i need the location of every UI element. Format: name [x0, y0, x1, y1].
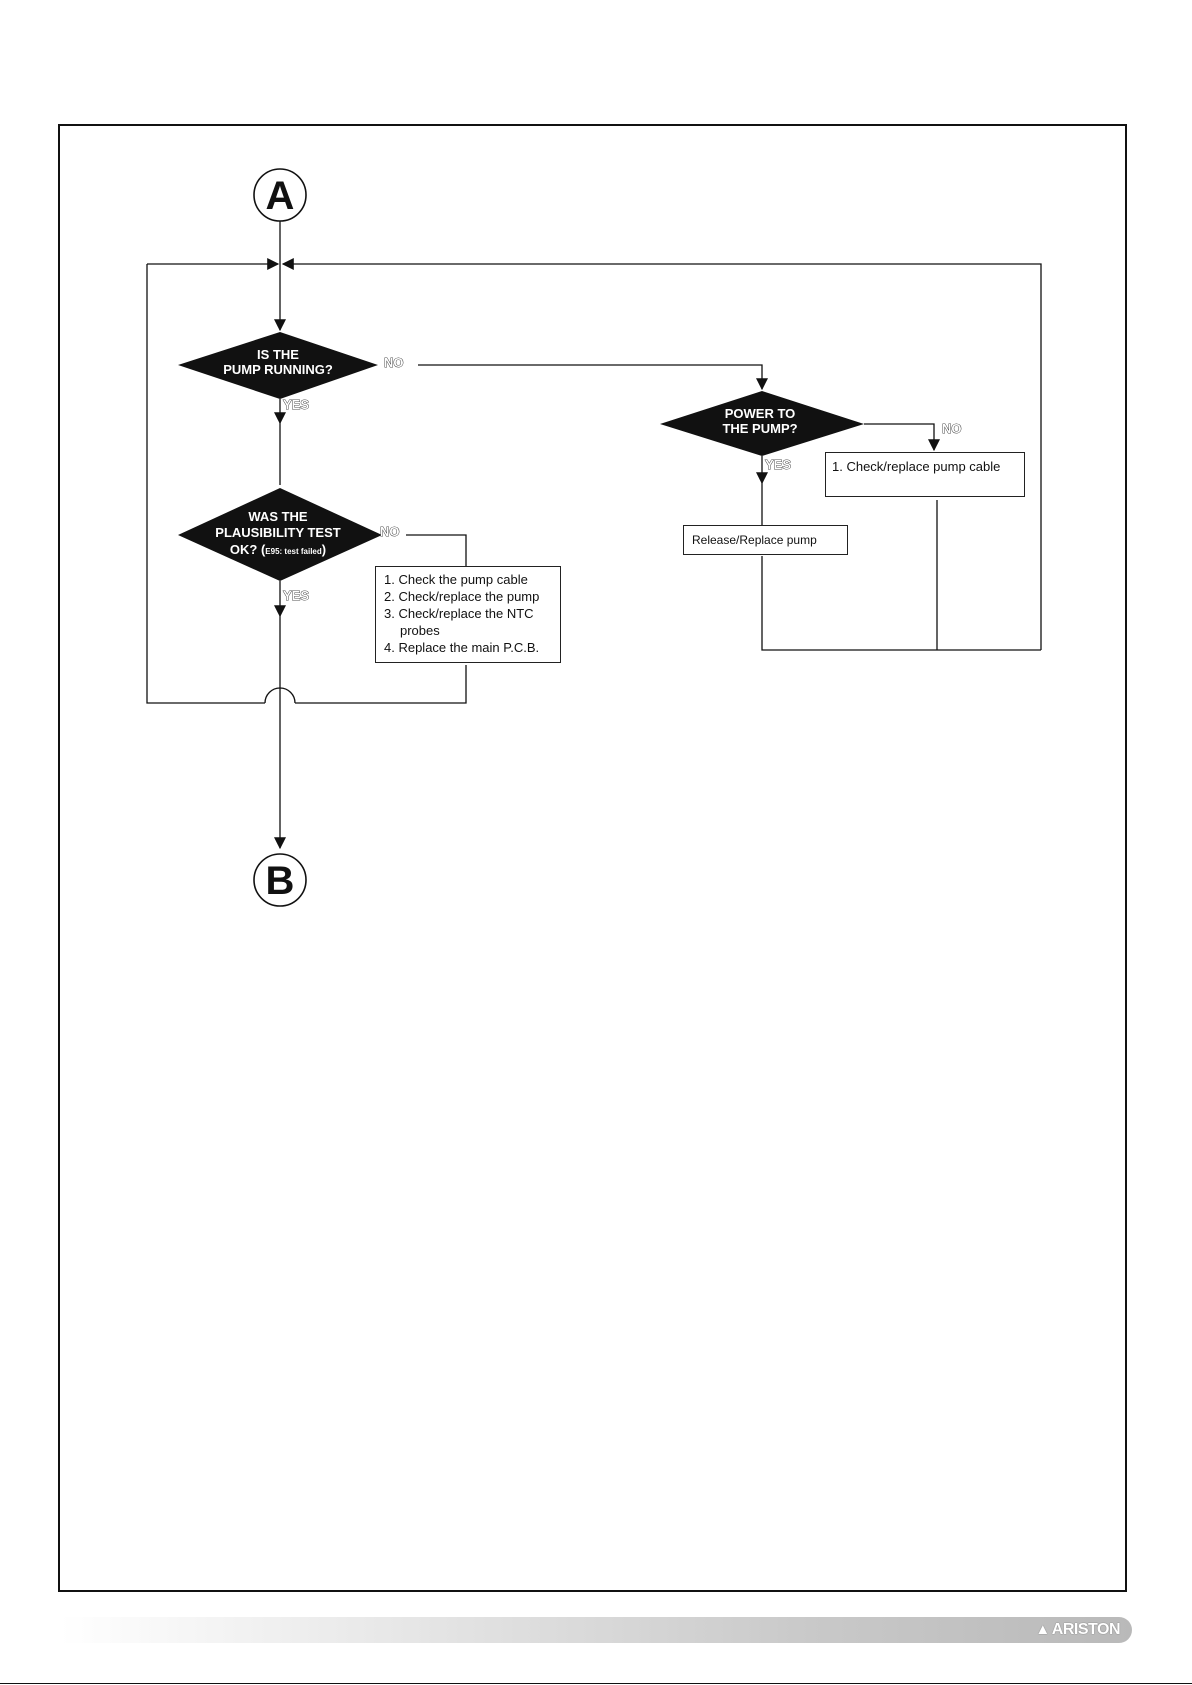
svg-text:OK? (E95: test failed): OK? (E95: test failed) [229, 542, 327, 557]
svg-text:IS THE: IS THE [257, 347, 299, 362]
svg-text:A: A [265, 174, 295, 218]
bottom-rule [0, 1683, 1192, 1684]
footer-bar [60, 1617, 1132, 1643]
action-box-release-pump [683, 525, 848, 555]
brand-logo [1035, 1621, 1120, 1639]
branch-label-no: NO [380, 524, 400, 539]
action-step: 1. Check the pump cable [384, 572, 528, 587]
svg-text:THE PUMP?: THE PUMP? [722, 421, 798, 436]
branch-label-no: NO [384, 355, 404, 370]
branch-label-yes: YES [283, 588, 310, 603]
decision-power-to-pump [660, 391, 864, 456]
branch-label-yes: YES [765, 457, 792, 472]
svg-text:POWER TO: POWER TO [724, 406, 796, 421]
decision-plausibility-test [178, 488, 382, 581]
svg-text:PLAUSIBILITY TEST: PLAUSIBILITY TEST [215, 525, 341, 540]
action-step: 3. Check/replace the NTC probes [384, 606, 534, 638]
ariston-flame-logo-icon: ▲ [1035, 1621, 1050, 1638]
connector-b [254, 854, 306, 906]
connector-a [254, 169, 306, 221]
svg-text:WAS THE: WAS THE [248, 509, 308, 524]
branch-label-no: NO [942, 421, 962, 436]
brand-name: ARISTON [1051, 1621, 1120, 1638]
action-step: 4. Replace the main P.C.B. [384, 640, 540, 655]
branch-label-yes: YES [283, 397, 310, 412]
svg-text:PUMP RUNNING?: PUMP RUNNING? [223, 362, 333, 377]
action-text: Release/Replace pump [692, 533, 817, 547]
action-step: 2. Check/replace the pump [384, 589, 540, 604]
action-box-plausibility [375, 566, 561, 663]
decision-pump-running [178, 332, 378, 399]
action-text: 1. Check/replace pump cable [832, 459, 1001, 474]
action-box-pump-cable [825, 452, 1025, 497]
svg-text:B: B [265, 859, 295, 903]
